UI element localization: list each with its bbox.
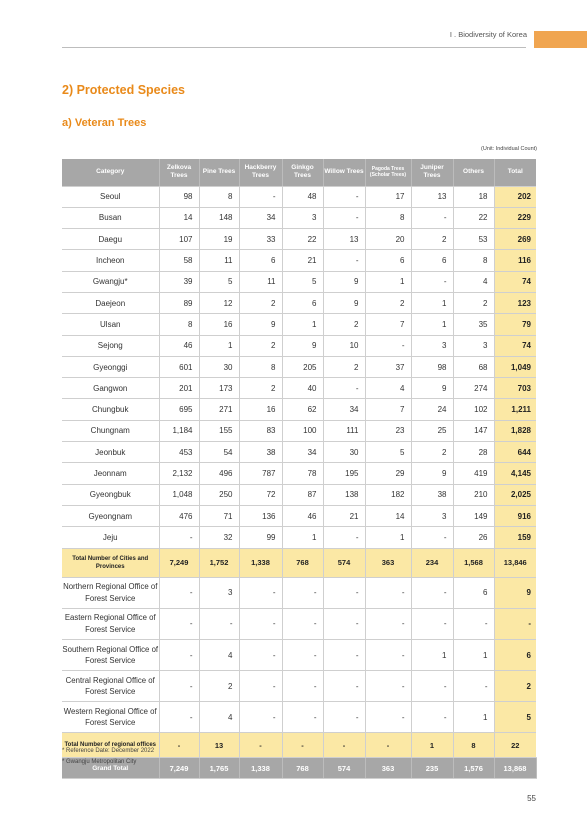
value-cell: - (453, 608, 494, 639)
value-cell: - (411, 527, 453, 548)
column-header: Pine Trees (199, 159, 239, 186)
value-cell: 5 (199, 271, 239, 292)
value-cell: 1 (282, 527, 323, 548)
value-cell: 40 (282, 378, 323, 399)
total-cell: 1,049 (494, 356, 536, 377)
page-number: 55 (527, 794, 536, 803)
value-cell: 768 (282, 548, 323, 577)
footnote-gwangju: * Gwangju Metropolitan City (62, 759, 137, 765)
value-cell: - (365, 639, 411, 670)
value-cell: 1 (411, 639, 453, 670)
column-header: Pagoda Trees (Scholar Trees) (365, 159, 411, 186)
value-cell: 574 (323, 548, 365, 577)
column-header: Category (62, 159, 159, 186)
value-cell: 9 (411, 463, 453, 484)
value-cell: 12 (199, 292, 239, 313)
total-cell: 229 (494, 207, 536, 228)
column-header: Total (494, 159, 536, 186)
value-cell: 3 (411, 335, 453, 356)
value-cell: 2 (239, 335, 282, 356)
total-cell: 6 (494, 639, 536, 670)
category-cell: Central Regional Office of Forest Service (62, 671, 159, 702)
category-cell: Daejeon (62, 292, 159, 313)
category-cell: Northern Regional Office of Forest Service (62, 577, 159, 608)
value-cell: - (365, 577, 411, 608)
value-cell: 9 (411, 378, 453, 399)
category-cell: Ulsan (62, 314, 159, 335)
value-cell: - (323, 186, 365, 207)
value-cell: 476 (159, 505, 199, 526)
table-row (62, 442, 536, 463)
value-cell: 138 (323, 484, 365, 505)
value-cell: 18 (453, 186, 494, 207)
value-cell: 62 (282, 399, 323, 420)
table-row (62, 186, 536, 207)
value-cell: 173 (199, 378, 239, 399)
value-cell: 2 (411, 229, 453, 250)
value-cell: 13 (199, 733, 239, 758)
category-cell: Gyeongnam (62, 505, 159, 526)
value-cell: 210 (453, 484, 494, 505)
value-cell: 23 (365, 420, 411, 441)
value-cell: 2 (453, 292, 494, 313)
value-cell: 99 (239, 527, 282, 548)
value-cell: 136 (239, 505, 282, 526)
value-cell: 2 (323, 314, 365, 335)
value-cell: 8 (365, 207, 411, 228)
value-cell: - (365, 671, 411, 702)
value-cell: 6 (365, 250, 411, 271)
value-cell: - (239, 639, 282, 670)
value-cell: 33 (239, 229, 282, 250)
table-row (62, 250, 536, 271)
value-cell: - (282, 733, 323, 758)
value-cell: 2 (411, 442, 453, 463)
category-cell: Total Number of Cities and Provinces (62, 548, 159, 577)
value-cell: - (411, 608, 453, 639)
value-cell: - (411, 271, 453, 292)
value-cell: 4 (365, 378, 411, 399)
total-cell: 123 (494, 292, 536, 313)
value-cell: - (239, 733, 282, 758)
value-cell: 83 (239, 420, 282, 441)
value-cell: 37 (365, 356, 411, 377)
category-cell: Gangwon (62, 378, 159, 399)
value-cell: 9 (282, 335, 323, 356)
value-cell: 48 (282, 186, 323, 207)
value-cell: 8 (239, 356, 282, 377)
value-cell: 3 (282, 207, 323, 228)
value-cell: - (323, 733, 365, 758)
value-cell: 53 (453, 229, 494, 250)
value-cell: 34 (323, 399, 365, 420)
value-cell: 30 (199, 356, 239, 377)
category-cell: Busan (62, 207, 159, 228)
category-cell: Gwangju* (62, 271, 159, 292)
value-cell: 1,048 (159, 484, 199, 505)
value-cell: 1,338 (239, 758, 282, 779)
column-header: Juniper Trees (411, 159, 453, 186)
total-cell: 13,868 (494, 758, 536, 779)
value-cell: - (411, 577, 453, 608)
value-cell: 4 (199, 702, 239, 733)
value-cell: 2 (239, 292, 282, 313)
value-cell: 7 (365, 314, 411, 335)
value-cell: 14 (159, 207, 199, 228)
value-cell: 363 (365, 758, 411, 779)
value-cell: 182 (365, 484, 411, 505)
value-cell: 32 (199, 527, 239, 548)
value-cell: 1 (365, 527, 411, 548)
total-cell: 202 (494, 186, 536, 207)
value-cell: - (365, 335, 411, 356)
value-cell: 21 (282, 250, 323, 271)
value-cell: 89 (159, 292, 199, 313)
value-cell: 2 (199, 671, 239, 702)
value-cell: - (159, 702, 199, 733)
value-cell: 5 (282, 271, 323, 292)
category-cell: Jeonbuk (62, 442, 159, 463)
value-cell: 9 (323, 292, 365, 313)
value-cell: 6 (282, 292, 323, 313)
subsection-title: a) Veteran Trees (62, 117, 147, 129)
value-cell: 102 (453, 399, 494, 420)
value-cell: 78 (282, 463, 323, 484)
value-cell: 68 (453, 356, 494, 377)
value-cell: 35 (453, 314, 494, 335)
value-cell: 98 (411, 356, 453, 377)
table-row (62, 463, 536, 484)
value-cell: 1,576 (453, 758, 494, 779)
value-cell: 39 (159, 271, 199, 292)
header-rule (62, 47, 526, 48)
value-cell: - (323, 702, 365, 733)
table-row (62, 292, 536, 313)
table-row (62, 207, 536, 228)
value-cell: 100 (282, 420, 323, 441)
value-cell: 695 (159, 399, 199, 420)
table-row (62, 484, 536, 505)
value-cell: 9 (323, 271, 365, 292)
total-cell: 74 (494, 335, 536, 356)
value-cell: 363 (365, 548, 411, 577)
value-cell: 6 (453, 577, 494, 608)
value-cell: 20 (365, 229, 411, 250)
value-cell: - (282, 702, 323, 733)
value-cell: 4 (199, 639, 239, 670)
value-cell: - (239, 577, 282, 608)
value-cell: 768 (282, 758, 323, 779)
value-cell: 26 (453, 527, 494, 548)
value-cell: - (239, 608, 282, 639)
value-cell: 8 (453, 733, 494, 758)
category-cell: Total Number of regional offices (62, 733, 159, 758)
total-cell: 9 (494, 577, 536, 608)
value-cell: 1,184 (159, 420, 199, 441)
value-cell: - (199, 608, 239, 639)
value-cell: - (323, 608, 365, 639)
value-cell: 46 (159, 335, 199, 356)
value-cell: 11 (239, 271, 282, 292)
value-cell: 5 (365, 442, 411, 463)
value-cell: - (323, 207, 365, 228)
value-cell: 7,249 (159, 548, 199, 577)
value-cell: 6 (239, 250, 282, 271)
value-cell: - (159, 527, 199, 548)
value-cell: 155 (199, 420, 239, 441)
value-cell: 6 (411, 250, 453, 271)
value-cell: 7 (365, 399, 411, 420)
value-cell: 1,338 (239, 548, 282, 577)
column-header: Zelkova Trees (159, 159, 199, 186)
category-cell: Seoul (62, 186, 159, 207)
value-cell: 98 (159, 186, 199, 207)
table-row (62, 229, 536, 250)
value-cell: 9 (239, 314, 282, 335)
value-cell: 1 (411, 733, 453, 758)
total-cell: 1,211 (494, 399, 536, 420)
value-cell: 17 (365, 186, 411, 207)
header-tab-marker (534, 31, 587, 48)
total-cell: 22 (494, 733, 536, 758)
value-cell: 11 (199, 250, 239, 271)
value-cell: 13 (323, 229, 365, 250)
table-row (62, 314, 536, 335)
value-cell: 201 (159, 378, 199, 399)
table-row (62, 399, 536, 420)
value-cell: - (159, 577, 199, 608)
column-header: Others (453, 159, 494, 186)
value-cell: 107 (159, 229, 199, 250)
total-cell: 916 (494, 505, 536, 526)
value-cell: - (239, 186, 282, 207)
table-row (62, 271, 536, 292)
value-cell: 601 (159, 356, 199, 377)
value-cell: - (365, 702, 411, 733)
column-header: Willow Trees (323, 159, 365, 186)
value-cell: - (282, 577, 323, 608)
value-cell: - (365, 733, 411, 758)
value-cell: 8 (199, 186, 239, 207)
value-cell: - (282, 671, 323, 702)
total-cell: 5 (494, 702, 536, 733)
category-cell: Incheon (62, 250, 159, 271)
value-cell: 2 (323, 356, 365, 377)
value-cell: 7,249 (159, 758, 199, 779)
veteran-trees-table (62, 159, 537, 779)
total-cell: 269 (494, 229, 536, 250)
value-cell: - (411, 702, 453, 733)
value-cell: 149 (453, 505, 494, 526)
footnote-reference-date: * Reference Date: December 2022 (62, 748, 155, 754)
value-cell: 496 (199, 463, 239, 484)
footnotes (62, 746, 154, 768)
column-header: Hackberry Trees (239, 159, 282, 186)
value-cell: 54 (199, 442, 239, 463)
unit-note: (Unit: Individual Count) (481, 146, 537, 152)
total-cell: 703 (494, 378, 536, 399)
category-cell: Jeonnam (62, 463, 159, 484)
value-cell: 1 (282, 314, 323, 335)
value-cell: 1,568 (453, 548, 494, 577)
value-cell: 25 (411, 420, 453, 441)
table-row-office (62, 702, 536, 733)
value-cell: 1,765 (199, 758, 239, 779)
category-cell: Sejong (62, 335, 159, 356)
total-cell: - (494, 608, 536, 639)
value-cell: 148 (199, 207, 239, 228)
value-cell: - (159, 733, 199, 758)
value-cell: 235 (411, 758, 453, 779)
running-header: I . Biodiversity of Korea (449, 30, 527, 39)
value-cell: 14 (365, 505, 411, 526)
value-cell: 195 (323, 463, 365, 484)
value-cell: 8 (453, 250, 494, 271)
value-cell: 19 (199, 229, 239, 250)
value-cell: 2,132 (159, 463, 199, 484)
value-cell: 1 (365, 271, 411, 292)
value-cell: - (323, 577, 365, 608)
value-cell: - (239, 702, 282, 733)
value-cell: 8 (159, 314, 199, 335)
table-row-office (62, 671, 536, 702)
value-cell: - (282, 608, 323, 639)
table-row (62, 505, 536, 526)
value-cell: - (411, 671, 453, 702)
category-cell: Chungbuk (62, 399, 159, 420)
value-cell: - (159, 608, 199, 639)
total-cell: 644 (494, 442, 536, 463)
value-cell: 38 (239, 442, 282, 463)
value-cell: 34 (282, 442, 323, 463)
value-cell: 250 (199, 484, 239, 505)
table-body (62, 186, 536, 779)
value-cell: 1,752 (199, 548, 239, 577)
value-cell: 3 (453, 335, 494, 356)
value-cell: 1 (411, 314, 453, 335)
total-cell: 1,828 (494, 420, 536, 441)
value-cell: 13 (411, 186, 453, 207)
value-cell: 419 (453, 463, 494, 484)
value-cell: 1 (411, 292, 453, 313)
value-cell: - (323, 250, 365, 271)
value-cell: 21 (323, 505, 365, 526)
value-cell: - (453, 671, 494, 702)
value-cell: - (323, 671, 365, 702)
total-cell: 2,025 (494, 484, 536, 505)
value-cell: 1 (199, 335, 239, 356)
value-cell: 71 (199, 505, 239, 526)
total-cell: 13,846 (494, 548, 536, 577)
value-cell: 29 (365, 463, 411, 484)
value-cell: 111 (323, 420, 365, 441)
value-cell: - (323, 378, 365, 399)
table-row (62, 378, 536, 399)
category-cell: Grand Total (62, 758, 159, 779)
value-cell: - (159, 639, 199, 670)
value-cell: - (239, 671, 282, 702)
value-cell: 1 (453, 639, 494, 670)
value-cell: 24 (411, 399, 453, 420)
category-cell: Eastern Regional Office of Forest Service (62, 608, 159, 639)
value-cell: - (365, 608, 411, 639)
value-cell: - (159, 671, 199, 702)
table-row-office (62, 608, 536, 639)
table-row-office (62, 577, 536, 608)
value-cell: 16 (239, 399, 282, 420)
column-header: Ginkgo Trees (282, 159, 323, 186)
category-cell: Chungnam (62, 420, 159, 441)
value-cell: - (323, 639, 365, 670)
value-cell: 147 (453, 420, 494, 441)
value-cell: 72 (239, 484, 282, 505)
value-cell: - (282, 639, 323, 670)
category-cell: Jeju (62, 527, 159, 548)
value-cell: 2 (365, 292, 411, 313)
value-cell: 3 (411, 505, 453, 526)
value-cell: 3 (199, 577, 239, 608)
total-cell: 79 (494, 314, 536, 335)
value-cell: 87 (282, 484, 323, 505)
value-cell: - (323, 527, 365, 548)
value-cell: 4 (453, 271, 494, 292)
value-cell: 2 (239, 378, 282, 399)
category-cell: Daegu (62, 229, 159, 250)
total-cell: 116 (494, 250, 536, 271)
total-cell: 4,145 (494, 463, 536, 484)
subtotal-row (62, 548, 536, 577)
value-cell: 58 (159, 250, 199, 271)
table-row (62, 527, 536, 548)
category-cell: Western Regional Office of Forest Service (62, 702, 159, 733)
total-cell: 159 (494, 527, 536, 548)
value-cell: 274 (453, 378, 494, 399)
table-row (62, 335, 536, 356)
category-cell: Gyeonggi (62, 356, 159, 377)
total-cell: 74 (494, 271, 536, 292)
value-cell: 234 (411, 548, 453, 577)
table-row (62, 420, 536, 441)
table-row (62, 356, 536, 377)
value-cell: 28 (453, 442, 494, 463)
value-cell: 1 (453, 702, 494, 733)
value-cell: 453 (159, 442, 199, 463)
value-cell: 38 (411, 484, 453, 505)
value-cell: 10 (323, 335, 365, 356)
value-cell: 574 (323, 758, 365, 779)
value-cell: 205 (282, 356, 323, 377)
value-cell: - (411, 207, 453, 228)
section-title: 2) Protected Species (62, 83, 185, 97)
value-cell: 271 (199, 399, 239, 420)
value-cell: 34 (239, 207, 282, 228)
table-row-office (62, 639, 536, 670)
value-cell: 46 (282, 505, 323, 526)
value-cell: 22 (282, 229, 323, 250)
value-cell: 16 (199, 314, 239, 335)
value-cell: 22 (453, 207, 494, 228)
value-cell: 30 (323, 442, 365, 463)
category-cell: Southern Regional Office of Forest Service (62, 639, 159, 670)
total-cell: 2 (494, 671, 536, 702)
table-header-row (62, 159, 536, 186)
value-cell: 787 (239, 463, 282, 484)
category-cell: Gyeongbuk (62, 484, 159, 505)
